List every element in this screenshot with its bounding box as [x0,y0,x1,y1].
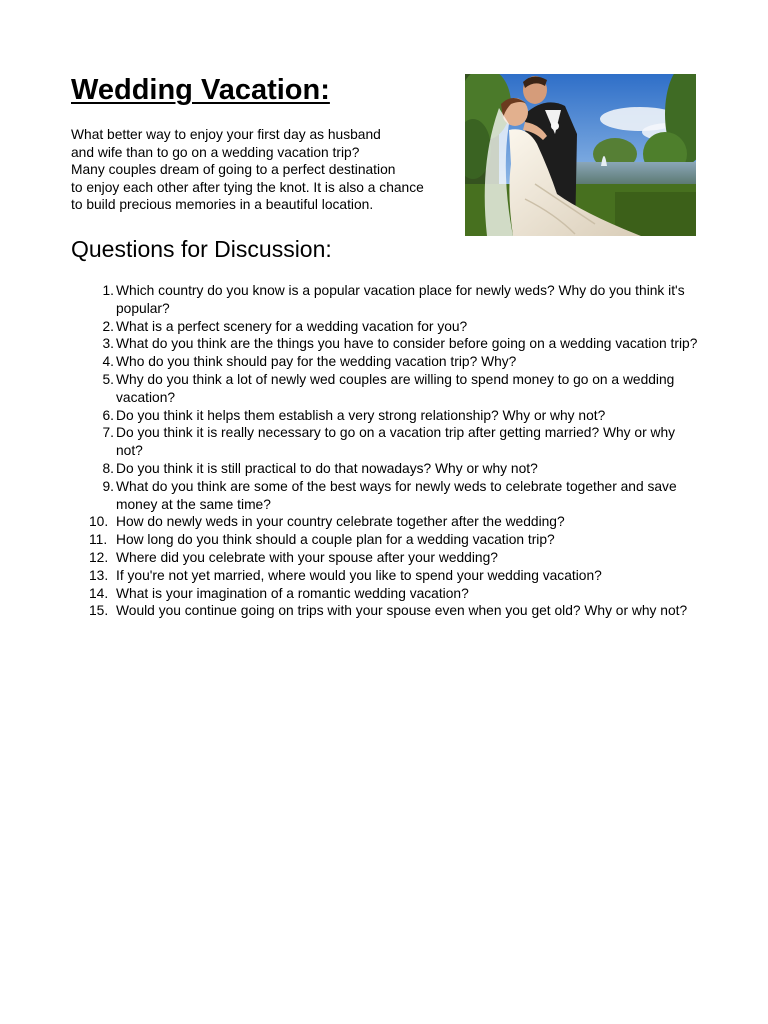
list-item [71,602,701,620]
list-item [71,424,701,460]
question-text: Why do you think a lot of newly wed couples are willing to spend money to go on a wedding vacation? [116,371,675,405]
list-number: 1. [102,283,114,298]
question-text: What is a perfect scenery for a wedding vacation for you? [116,318,468,334]
question-text: What do you think are some of the best ways for newly weds to celebrate together and save money at the same time? [116,478,677,512]
intro-line: to build precious memories in a beautiful location. [71,197,374,213]
list-item [71,282,701,318]
question-text: Who do you think should pay for the wedding vacation trip? Why? [116,354,517,370]
intro-line: Many couples dream of going to a perfect destination [71,162,396,178]
list-number: 10. [89,514,109,530]
intro-line: to enjoy each other after tying the knot. It is also a chance [71,179,424,195]
list-item [71,585,701,603]
question-text: Do you think it is really necessary to go on a vacation trip after getting married? Why or why not? [116,425,676,459]
list-item [71,318,701,336]
list-number: 15. [89,603,109,619]
list-number: 11. [89,532,108,548]
list-number: 3. [102,336,114,352]
list-item [71,567,701,585]
list-item [71,335,701,353]
list-number: 4. [102,354,114,370]
list-item [71,478,701,514]
list-number: 7. [102,425,114,441]
questions-list [71,282,701,620]
list-number: 5. [102,371,114,387]
list-number: 12. [89,549,109,565]
question-text: How do newly weds in your country celebrate together after the wedding? [116,514,565,530]
list-number: 2. [102,318,114,334]
intro-paragraph [71,126,463,214]
question-text: What is your imagination of a romantic wedding vacation? [116,585,469,601]
section-heading: Questions for Discussion: [71,236,332,262]
question-text: Which country do you know is a popular vacation place for newly weds? Why do you think it's popular? [116,283,685,316]
question-text: Where did you celebrate with your spouse after your wedding? [116,549,498,565]
list-item [71,371,701,407]
question-text: What do you think are the things you have to consider before going on a wedding vacation trip? [116,336,698,352]
list-number: 14. [89,585,109,601]
list-number: 8. [102,460,114,476]
question-text: How long do you think should a couple plan for a wedding vacation trip? [116,532,555,548]
list-number: 13. [89,567,109,583]
list-number: 6. [102,407,114,423]
wedding-couple-photo [465,74,696,236]
question-text: If you're not yet married, where would you like to spend your wedding vacation? [116,567,602,583]
list-item [71,513,701,531]
intro-line: What better way to enjoy your first day as husband [71,127,381,142]
question-text: Would you continue going on trips with your spouse even when you get old? Why or why not? [116,603,688,619]
list-number: 9. [102,478,114,494]
list-item [71,407,701,425]
question-text: Do you think it helps them establish a very strong relationship? Why or why not? [116,407,606,423]
list-item [71,531,701,549]
list-item [71,549,701,567]
list-item [71,353,701,371]
page-title: Wedding Vacation: [71,74,330,106]
question-text: Do you think it is still practical to do that nowadays? Why or why not? [116,460,538,476]
intro-line: and wife than to go on a wedding vacation trip? [71,144,360,160]
list-item [71,460,701,478]
